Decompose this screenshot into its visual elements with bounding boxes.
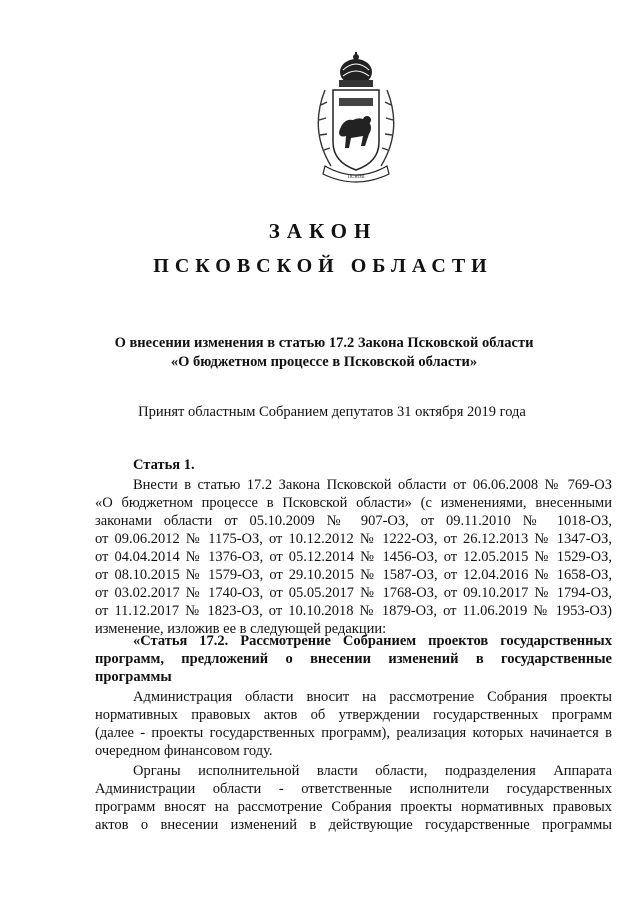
paragraph-1-line: Администрация области вносит на рассмотрение Собрания проекты [133,689,612,705]
shield-icon [333,90,379,170]
article-17-2-heading [95,632,612,686]
article-1-text [95,476,612,638]
region-title: ПСКОВСКОЙ ОБЛАСТИ [153,255,493,277]
article-17-2-heading-line: программ, предложений о внесении изменений в государственные [95,651,612,667]
law-title: ЗАКОН [268,219,378,243]
article-1-line: от 09.06.2012 № 1175-ОЗ, от 10.12.2012 № 1222-ОЗ, от 26.12.2013 № 1347-ОЗ, [95,531,612,547]
crown-icon [339,52,373,87]
paragraph-2-line: программ вносят на рассмотрение Собрания проекты нормативных правовых [95,799,612,815]
article-17-2-heading-line: «Статья 17.2. Рассмотрение Собранием проектов государственных [133,633,612,649]
paragraph-1 [95,688,612,760]
article-1-line: от 11.12.2017 № 1823-ОЗ, от 10.10.2018 № 1879-ОЗ, от 11.06.2019 № 1953-ОЗ) [95,603,612,619]
subject-line-1: О внесении изменения в статью 17.2 Закона Псковской области [114,335,534,351]
coat-of-arms-emblem [303,50,409,190]
article-1-line: Внести в статью 17.2 Закона Псковской области от 06.06.2008 № 769-ОЗ [133,477,612,493]
article-1-heading: Статья 1. [133,457,195,473]
article-1-line: законами области от 05.10.2009 № 907-ОЗ, от 09.11.2010 № 1018-ОЗ, [95,513,612,529]
subject-line-2: «О бюджетном процессе в Псковской области» [170,354,478,370]
emblem-ribbon-text: ПСКОВ [347,175,365,180]
adoption-statement: Принят областным Собранием депутатов 31 октября 2019 года [138,404,526,420]
paragraph-1-line: нормативных правовых актов об утверждении государственных программ [95,707,612,723]
article-1-line: от 03.02.2017 № 1740-ОЗ, от 05.05.2017 № 1768-ОЗ, от 09.10.2017 № 1794-ОЗ, [95,585,612,601]
article-1-line: от 08.10.2015 № 1579-ОЗ, от 29.10.2015 № 1587-ОЗ, от 12.04.2016 № 1658-ОЗ, [95,567,612,583]
article-1-line: от 04.04.2014 № 1376-ОЗ, от 05.12.2014 № 1456-ОЗ, от 12.05.2015 № 1529-ОЗ, [95,549,612,565]
paragraph-1-line: (далее - проекты государственных программ), реализация которых начинается в [95,725,612,741]
paragraph-2-line: Органы исполнительной власти области, подразделения Аппарата [133,763,612,779]
paragraph-1-line: очередном финансовом году. [95,743,273,759]
paragraph-2-line: Администрации области - ответственные исполнители государственных [95,781,612,797]
article-1-line: «О бюджетном процессе в Псковской области» (с изменениями, внесенными [95,495,612,511]
article-1-line: изменение, изложив ее в следующей редакции: [95,621,387,637]
article-17-2-heading-line: программы [95,669,172,685]
paragraph-2 [95,762,612,834]
paragraph-2-line: актов о внесении изменений в действующие государственные программы [95,817,612,833]
